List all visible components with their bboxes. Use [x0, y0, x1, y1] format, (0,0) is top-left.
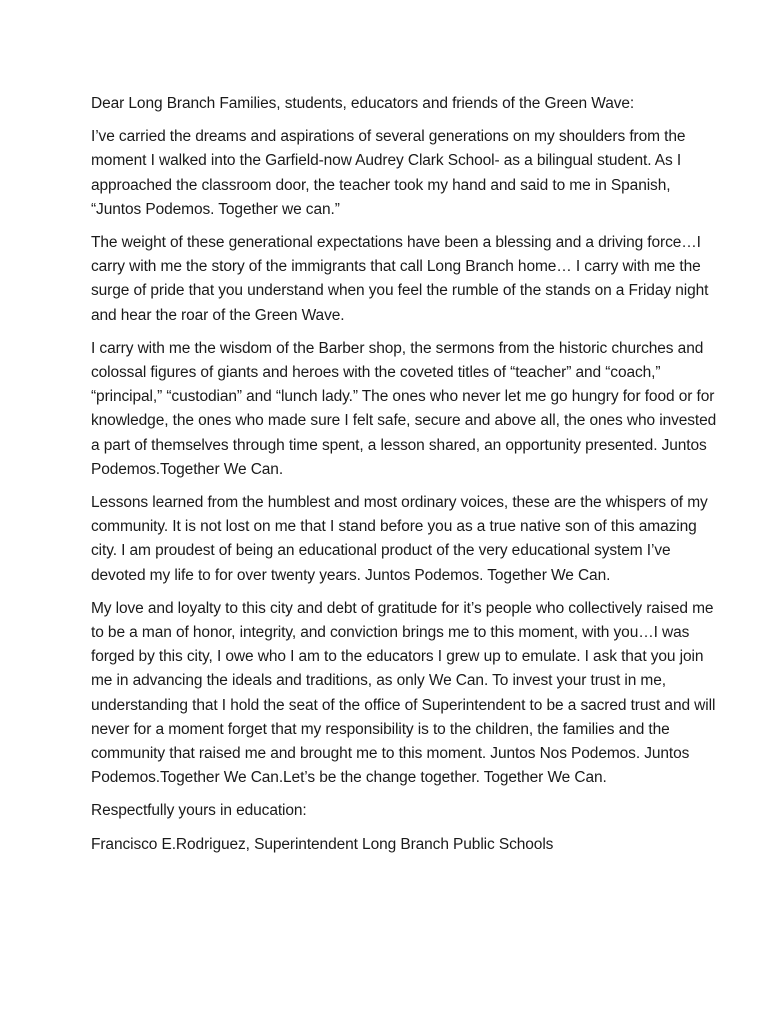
letter-paragraph-3: I carry with me the wisdom of the Barber shop, the sermons from the historic churches and colossal figures of giants and heroes with the coveted titles of “teacher” and “coach,” “principal,” “custodian” and “lunch lady.” The ones who never let me go hungry for food or for knowledge, the ones who made sure I felt safe, secure and above all, the ones who invested a part of themselves through time spent, a lesson shared, an opportunity presented. Juntos Podemos.Together We Can. [91, 339, 717, 478]
letter-page [91, 92, 721, 857]
letter-paragraph-1: I’ve carried the dreams and aspirations of several generations on my shoulders from the moment I walked into the Garfield-now Audrey Clark School- as a bilingual student. As I approached the classroom door, the teacher took my hand and said to me in Spanish, “Juntos Podemos. Together we can.” [91, 128, 686, 218]
letter-closing: Respectfully yours in education: [91, 802, 307, 820]
letter-greeting: Dear Long Branch Families, students, educators and friends of the Green Wave: [91, 95, 635, 112]
letter-paragraph-5: My love and loyalty to this city and debt of gratitude for it’s people who collectively raised me to be a man of honor, integrity, and conviction brings me to this moment, with you…I was forged by this city, I owe who I am to the educators I grew up to emulate. I ask that you join me in advancing the ideals and traditions, as only We Can. To invest your trust in me, understanding that I hold the seat of the office of Superintendent to be a sacred trust and will never for a moment forget that my responsibility is to the children, the families and the community that raised me and brought me to this moment. Juntos Nos Podemos. Juntos Podemos.Together We Can.Let’s be the change together. Together We Can. [91, 599, 716, 787]
letter-paragraph-2: The weight of these generational expectations have been a blessing and a driving force…I carry with me the story of the immigrants that call Long Branch home… I carry with me the surge of pride that you understand when you feel the rumble of the stands on a Friday night and hear the roar of the Green Wave. [91, 234, 709, 324]
letter-paragraph-4: Lessons learned from the humblest and most ordinary voices, these are the whispers of my community. It is not lost on me that I stand before you as a true native son of this amazing city. I am proudest of being an educational product of the very educational system I’ve devoted my life to for over twenty years. Juntos Podemos. Together We Can. [91, 494, 708, 584]
letter-signature: Francisco E.Rodriguez, Superintendent Long Branch Public Schools [91, 835, 554, 853]
